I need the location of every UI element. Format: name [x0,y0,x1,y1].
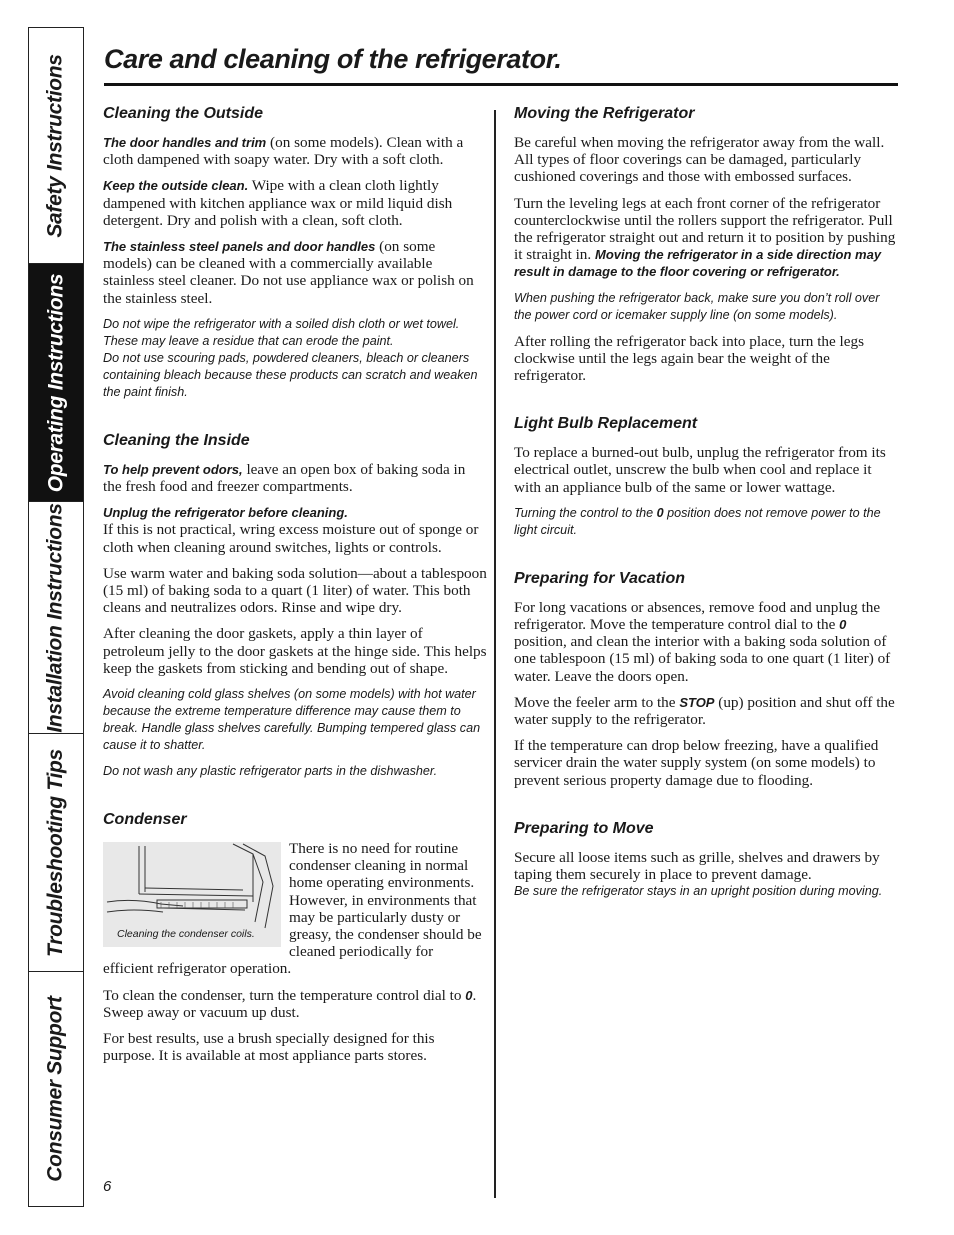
left-column [103,104,487,1074]
paragraph: For best results, use a brush specially designed for this purpose. It is available at most appliance parts stores. [103,1030,435,1065]
note: Do not use scouring pads, powdered cleaners, bleach or cleaners containing bleach because these products can scratch and weaken the paint finish. [103,350,478,399]
page-title: Care and cleaning of the refrigerator. [104,44,562,74]
paragraph: Secure all loose items such as grille, shelves and drawers by taping them securely in place to prevent damage. [514,848,880,884]
tab-label: Safety Instructions [44,53,67,238]
paragraph: To replace a burned-out bulb, unplug the refrigerator from its electrical outlet, unscrew the bulb when cool and replace it with an appliance bulb of the same or lower wattage. [514,444,886,496]
paragraph: Move the feeler arm to the STOP (up) position and shut off the water supply to the refrigerator. [514,693,895,729]
section-moving-refrigerator [514,104,900,384]
section-heading: Condenser [103,811,187,829]
paragraph: Keep the outside clean. Wipe with a clean cloth lightly dampened with kitchen appliance wax or mild liquid dish detergent. Dry and polish with a clean, soft cloth. [103,177,453,229]
paragraph: The door handles and trim (on some models). Clean with a cloth dampened with soapy water. Dry with a soft cloth. [103,134,464,169]
tab-operating-instructions[interactable] [29,264,83,502]
tab-label: Consumer Support [44,996,67,1182]
tab-troubleshooting-tips[interactable] [29,734,83,972]
section-heading: Preparing for Vacation [514,569,685,587]
figure-caption: Cleaning the condenser coils. [117,927,255,940]
tab-label: Operating Instructions [44,273,67,492]
paragraph: If the temperature can drop below freezing, have a qualified servicer drain the water supply system (on some models) to prevent serious property damage due to flooding. [514,737,879,789]
title-rule [104,83,898,86]
section-preparing-vacation [514,569,900,789]
condenser-cleaning-illustration [103,842,281,947]
tab-label: Installation Instructions [44,502,68,733]
paragraph: Unplug the refrigerator before cleaning. If this is not practical, wring excess moisture out of sponge or cloth when cleaning around switches, lights or controls. [103,505,479,556]
paragraph: To clean the condenser, turn the temperature control dial to 0. Sweep away or vacuum up dust. [103,986,477,1021]
section-heading: Moving the Refrigerator [514,105,695,122]
right-column [514,104,900,909]
note: Do not wipe the refrigerator with a soiled dish cloth or wet towel. These may leave a residue that can erode the paint. [103,316,460,348]
tab-installation-instructions[interactable] [29,502,83,734]
tab-safety-instructions[interactable] [29,28,83,264]
note: Avoid cleaning cold glass shelves (on some models) with hot water because the extreme temperature difference may cause them to break. Handle glass shelves carefully. Bumping tempered glass can cause it to shatter. [103,687,481,753]
tab-label: Troubleshooting Tips [44,748,68,957]
section-heading: Light Bulb Replacement [514,415,698,433]
section-heading: Cleaning the Inside [103,431,250,449]
column-divider [494,110,496,1198]
section-preparing-move [514,819,900,900]
paragraph: After cleaning the door gaskets, apply a thin layer of petroleum jelly to the door gaskets at the hinge side. This helps keep the gaskets from sticking and bending out of shape. [103,625,487,677]
paragraph: For long vacations or absences, remove food and unplug the refrigerator. Move the temperature control dial to the 0 position, and clean the interior with a baking soda solution of one tablespoon (15 ml) of baking soda to one quart (1 liter) of water. Leave the doors open. [514,598,891,685]
paragraph: To help prevent odors, leave an open box of baking soda in the fresh food and freezer compartments. [103,460,466,496]
paragraph: Be careful when moving the refrigerator away from the wall. All types of floor coverings can be damaged, particularly cushioned coverings and those with embossed surfaces. [514,134,885,186]
paragraph: After rolling the refrigerator back into place, turn the legs clockwise until the legs again bear the weight of the refrigerator. [514,332,865,385]
note: Be sure the refrigerator stays in an upright position during moving. [514,884,883,899]
page-number: 6 [103,1178,112,1195]
section-condenser [103,810,487,1064]
note: Do not wash any plastic refrigerator parts in the dishwasher. [103,764,438,779]
section-heading: Cleaning the Outside [103,105,264,122]
section-cleaning-outside [103,104,487,401]
paragraph: The stainless steel panels and door handles (on some models) can be cleaned with a commercially available stainless steel cleaner. Do not use appliance wax or polish on the stainless steel. [103,238,474,307]
note: When pushing the refrigerator back, make sure you don’t roll over the power cord or icemaker supply line (on some models). [514,290,880,322]
side-tab-strip [28,27,84,1207]
note: Turning the control to the 0 position does not remove power to the light circuit. [514,505,881,537]
paragraph: There is no need for routine condenser cleaning in normal home operating environments. However, in environments that may be particularly dusty or greasy, the condenser should be cleaned periodically for efficient refrigerator operation. [103,840,482,978]
paragraph: Turn the leveling legs at each front corner of the refrigerator counterclockwise until the rollers support the refrigerator. Pull the refrigerator straight out and return it to position by pushing it straight in. Moving the refrigerator in a side direction may result in damage to the floor covering or refrigerator. [514,194,896,280]
section-cleaning-inside [103,431,487,780]
paragraph: Use warm water and baking soda solution—about a tablespoon (15 ml) of baking soda to a quart (1 liter) of water. This both cleans and neutralizes odors. Rinse and wipe dry. [103,564,487,617]
tab-consumer-support[interactable] [29,972,83,1206]
section-heading: Preparing to Move [514,819,654,837]
section-light-bulb [514,414,900,539]
